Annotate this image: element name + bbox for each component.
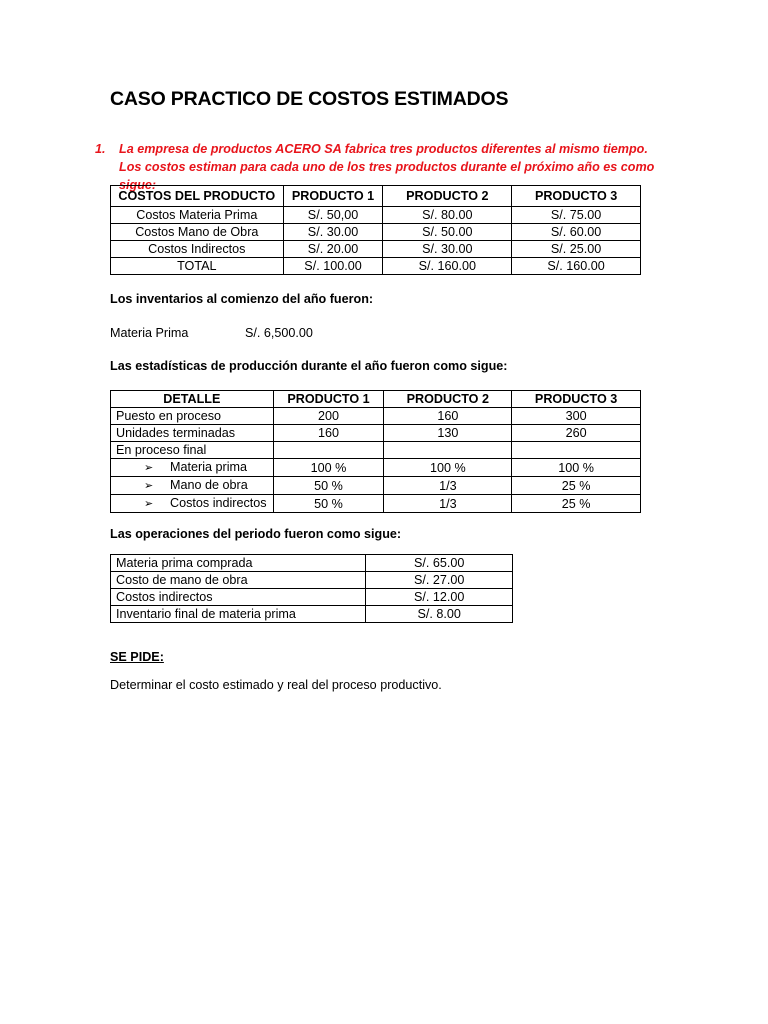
table-cell: S/. 75.00 — [512, 207, 641, 224]
production-stats-table — [110, 390, 641, 513]
se-pide-heading: SE PIDE: — [110, 650, 164, 664]
table-cell: 100 % — [384, 459, 512, 477]
column-header: PRODUCTO 1 — [273, 391, 384, 408]
table-cell: S/. 80.00 — [383, 207, 512, 224]
column-header: COSTOS DEL PRODUCTO — [111, 186, 284, 207]
table-cell: S/. 65.00 — [366, 555, 513, 572]
table-row — [111, 241, 641, 258]
table-cell: S/. 8.00 — [366, 606, 513, 623]
table-cell: TOTAL — [111, 258, 284, 275]
se-pide-text: Determinar el costo estimado y real del proceso productivo. — [110, 678, 442, 692]
table-cell: S/. 50.00 — [383, 224, 512, 241]
bullet-label: Materia prima — [170, 460, 247, 474]
table-cell: 1/3 — [384, 477, 512, 495]
cost-estimate-table — [110, 185, 641, 275]
table-row — [111, 589, 513, 606]
production-heading: Las estadísticas de producción durante el año fueron como sigue: — [110, 359, 508, 373]
table-cell: S/. 160.00 — [512, 258, 641, 275]
bullet-label: Costos indirectos — [170, 496, 267, 510]
table-header-row — [111, 186, 641, 207]
inventory-value: S/. 6,500.00 — [245, 326, 313, 340]
column-header: DETALLE — [111, 391, 274, 408]
table-cell — [512, 442, 641, 459]
table-cell: 50 % — [273, 477, 384, 495]
table-cell: 25 % — [512, 495, 641, 513]
table-cell: 200 — [273, 408, 384, 425]
table-cell: Materia prima comprada — [111, 555, 366, 572]
table-cell: Unidades terminadas — [111, 425, 274, 442]
table-cell: S/. 30.00 — [383, 241, 512, 258]
table-cell: Costos Mano de Obra — [111, 224, 284, 241]
bullet-label: Mano de obra — [170, 478, 248, 492]
table-row — [111, 425, 641, 442]
table-cell: Costos indirectos — [111, 589, 366, 606]
table-cell — [111, 495, 274, 513]
table-cell: 160 — [384, 408, 512, 425]
table-header-row — [111, 391, 641, 408]
table-cell: S/. 160.00 — [383, 258, 512, 275]
table-cell: Costos Indirectos — [111, 241, 284, 258]
table-row — [111, 442, 641, 459]
table-cell — [111, 459, 274, 477]
arrow-bullet-icon: ➢ — [144, 498, 154, 510]
table-cell: Costo de mano de obra — [111, 572, 366, 589]
table-cell: 100 % — [273, 459, 384, 477]
column-header: PRODUCTO 3 — [512, 391, 641, 408]
operations-heading: Las operaciones del periodo fueron como sigue: — [110, 527, 402, 541]
table-cell: S/. 100.00 — [283, 258, 383, 275]
table-cell: S/. 50,00 — [283, 207, 383, 224]
table-row — [111, 606, 513, 623]
table-cell: S/. 30.00 — [283, 224, 383, 241]
column-header: PRODUCTO 1 — [283, 186, 383, 207]
inventory-label: Materia Prima — [110, 326, 189, 340]
table-cell: 130 — [384, 425, 512, 442]
problem-text: La empresa de productos ACERO SA fabrica tres productos diferentes al mismo tiempo. Los costos estiman para cada uno de los tres productos durante el próximo año es como sigue: — [119, 142, 655, 192]
table-cell: S/. 27.00 — [366, 572, 513, 589]
table-row — [111, 572, 513, 589]
column-header: PRODUCTO 2 — [384, 391, 512, 408]
arrow-bullet-icon: ➢ — [144, 462, 154, 474]
column-header: PRODUCTO 3 — [512, 186, 641, 207]
table-cell — [273, 442, 384, 459]
arrow-bullet-icon: ➢ — [144, 480, 154, 492]
table-cell: 25 % — [512, 477, 641, 495]
table-row — [111, 459, 641, 477]
table-cell — [384, 442, 512, 459]
page-title: CASO PRACTICO DE COSTOS ESTIMADOS — [110, 88, 509, 110]
table-cell: 100 % — [512, 459, 641, 477]
table-cell: S/. 60.00 — [512, 224, 641, 241]
table-row — [111, 408, 641, 425]
table-cell: Costos Materia Prima — [111, 207, 284, 224]
inventory-heading: Los inventarios al comienzo del año fueron: — [110, 292, 374, 306]
table-cell: 50 % — [273, 495, 384, 513]
table-cell: En proceso final — [111, 442, 274, 459]
table-cell: 260 — [512, 425, 641, 442]
table-row — [111, 224, 641, 241]
table-cell: 160 — [273, 425, 384, 442]
table-cell: S/. 20.00 — [283, 241, 383, 258]
column-header: PRODUCTO 2 — [383, 186, 512, 207]
table-cell — [111, 477, 274, 495]
table-row — [111, 477, 641, 495]
table-cell: S/. 12.00 — [366, 589, 513, 606]
table-cell: 300 — [512, 408, 641, 425]
table-row — [111, 258, 641, 275]
operations-table — [110, 554, 513, 623]
problem-number: 1. — [95, 142, 106, 156]
table-cell: Inventario final de materia prima — [111, 606, 366, 623]
table-row — [111, 495, 641, 513]
table-row — [111, 555, 513, 572]
table-row — [111, 207, 641, 224]
table-cell: Puesto en proceso — [111, 408, 274, 425]
table-cell: 1/3 — [384, 495, 512, 513]
table-cell: S/. 25.00 — [512, 241, 641, 258]
